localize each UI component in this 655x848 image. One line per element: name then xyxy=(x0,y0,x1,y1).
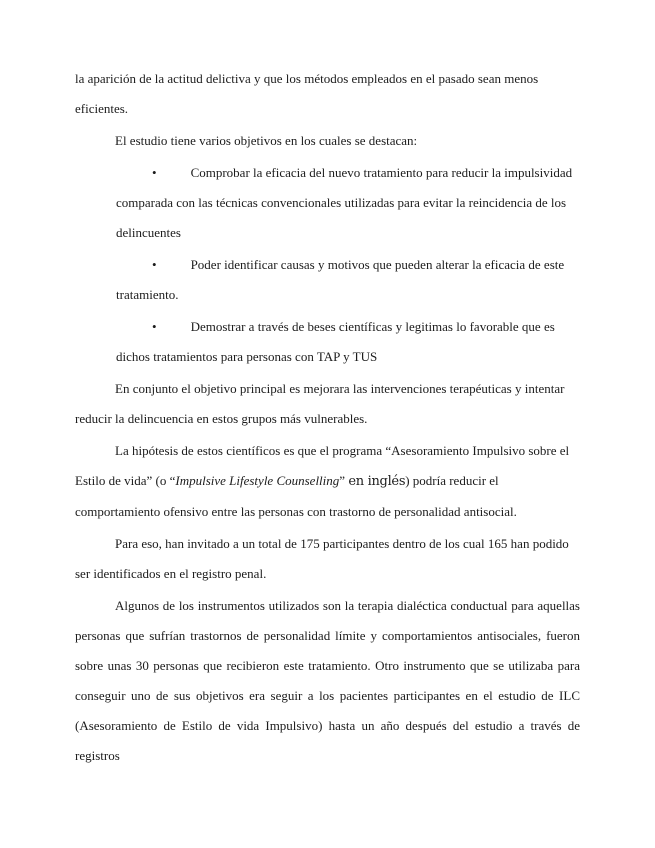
bullet-item xyxy=(75,158,580,248)
paragraph-main-objective: En conjunto el objetivo principal es mejorara las intervenciones terapéuticas y intentar reducir la delincuencia en estos grupos más vulnerables. xyxy=(75,381,565,426)
hypothesis-text-start: La hipótesis de estos científicos es que el programa “Asesoramiento Impulsivo sobre el Estilo de vida” (o “ xyxy=(75,443,570,488)
hypothesis-english-title: Impulsive Lifestyle Counselling xyxy=(175,473,340,488)
paragraph-instruments: Algunos de los instrumentos utilizados son la terapia dialéctica conductual para aquellas personas que sufrían trastornos de personalidad límite y comportamientos antisociales, fueron sobre unas 30 personas que recibieron este tratamiento. Otro instrumento que se utilizaba para conseguir uno de sus objetivos era seguir a los pacientes participantes en el estudio de ILC (Asesoramiento de Estilo de vida Impulsivo) hasta un año después del estudio a través de registros xyxy=(75,598,580,763)
bullet-text: Poder identificar causas y motivos que pueden alterar la eficacia de este tratamiento. xyxy=(116,257,565,302)
paragraph-participants: Para eso, han invitado a un total de 175 participantes dentro de los cual 165 han podido ser identificados en el registro penal. xyxy=(75,536,569,581)
hypothesis-alt-font-phrase: en inglés xyxy=(348,474,406,489)
bullet-text: Demostrar a través de beses científicas y legitimas lo favorable que es dichos tratamientos para personas con TAP y TUS xyxy=(116,319,555,364)
bullet-marker-icon: • xyxy=(152,165,157,180)
bullet-item xyxy=(75,250,580,310)
bullet-item xyxy=(75,312,580,372)
bullet-marker-icon: • xyxy=(152,319,157,334)
hypothesis-text-end: ) podría reducir el comportamiento ofensivo entre las personas con trastorno de personalidad antisocial. xyxy=(75,473,517,519)
paragraph-continuation: la aparición de la actitud delictiva y que los métodos empleados en el pasado sean menos eficientes. xyxy=(75,71,539,116)
paragraph-hypothesis xyxy=(75,436,580,527)
hypothesis-close-quote: ” xyxy=(339,473,349,488)
bullet-marker-icon: • xyxy=(152,257,157,272)
bullet-text: Comprobar la eficacia del nuevo tratamiento para reducir la impulsividad comparada con las técnicas convencionales utilizadas para evitar la reincidencia de los delincuentes xyxy=(116,165,573,240)
paragraph-objectives-intro: El estudio tiene varios objetivos en los cuales se destacan: xyxy=(115,133,418,148)
